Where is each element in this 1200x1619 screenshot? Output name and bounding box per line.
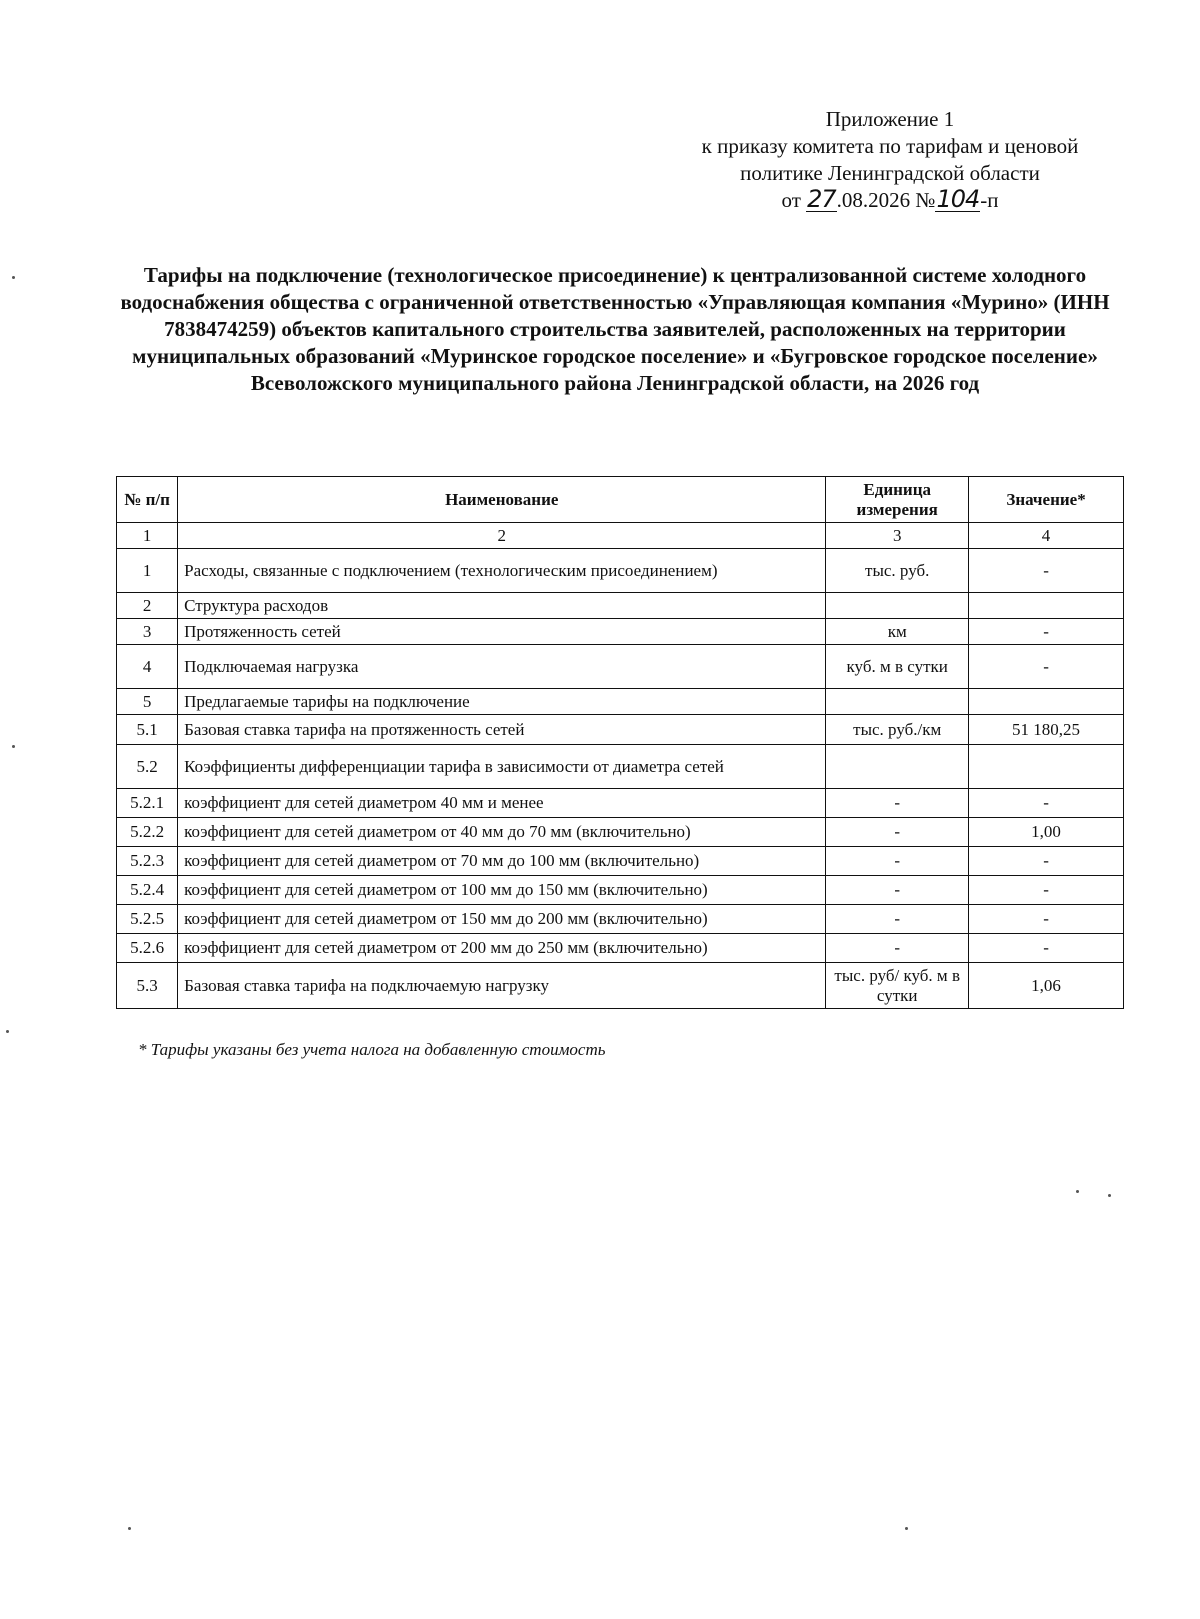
appendix-date-line (640, 187, 1140, 214)
row-num: 5.2.3 (117, 847, 178, 876)
row-name: коэффициент для сетей диаметром от 150 мм до 200 мм (включительно) (178, 905, 826, 934)
row-value: 1,00 (969, 818, 1124, 847)
scan-speck (12, 276, 15, 279)
row-unit: - (826, 905, 969, 934)
row-value: - (969, 934, 1124, 963)
document-title: Тарифы на подключение (технологическое присоединение) к централизованной системе холодного водоснабжения общества с ограниченной ответственностью «Управляющая компания «Мурино» (ИНН 7838474259) объектов капитального строительства заявителей, расположенных на территории муниципальных образований «Муринское городское поселение» и «Бугровское городское поселение» Всеволожского муниципального района Ленинградской области, на 2026 год (120, 263, 1110, 395)
row-num: 5.2.5 (117, 905, 178, 934)
row-name: коэффициент для сетей диаметром 40 мм и менее (178, 789, 826, 818)
row-unit: тыс. руб/ куб. м в сутки (826, 963, 969, 1009)
table-row (117, 645, 1124, 689)
row-num: 5.2.6 (117, 934, 178, 963)
header-num: № п/п (117, 477, 178, 523)
row-num: 5.2.4 (117, 876, 178, 905)
col-number: 1 (117, 523, 178, 549)
tariffs-table (116, 476, 1124, 1009)
row-name: Предлагаемые тарифы на подключение (178, 689, 826, 715)
handwritten-day: 27 (807, 185, 836, 213)
row-unit: тыс. руб. (826, 549, 969, 593)
table-row (117, 847, 1124, 876)
row-num: 5.2 (117, 745, 178, 789)
row-name: Протяженность сетей (178, 619, 826, 645)
row-unit (826, 689, 969, 715)
appendix-line-3: политике Ленинградской области (740, 161, 1040, 185)
number-suffix: -п (980, 188, 999, 212)
row-num: 1 (117, 549, 178, 593)
row-unit: тыс. руб./км (826, 715, 969, 745)
row-unit: - (826, 818, 969, 847)
table-row (117, 818, 1124, 847)
row-value: - (969, 876, 1124, 905)
row-value (969, 745, 1124, 789)
row-name: Базовая ставка тарифа на протяженность сетей (178, 715, 826, 745)
footnote: * Тарифы указаны без учета налога на добавленную стоимость (138, 1040, 606, 1059)
row-num: 5.2.2 (117, 818, 178, 847)
row-unit (826, 593, 969, 619)
scan-speck (12, 745, 15, 748)
row-value: - (969, 549, 1124, 593)
date-rest: .08.2026 № (836, 188, 936, 212)
scan-speck (128, 1527, 131, 1530)
scan-speck (905, 1527, 908, 1530)
scan-speck (1108, 1194, 1111, 1197)
row-name: Расходы, связанные с подключением (технологическим присоединением) (178, 549, 826, 593)
row-value (969, 593, 1124, 619)
table-row (117, 689, 1124, 715)
header-name: Наименование (178, 477, 826, 523)
row-num: 5.1 (117, 715, 178, 745)
row-num: 2 (117, 593, 178, 619)
row-name: коэффициент для сетей диаметром от 100 мм до 150 мм (включительно) (178, 876, 826, 905)
handwritten-number: 104 (936, 185, 980, 213)
table-row (117, 789, 1124, 818)
row-value: - (969, 847, 1124, 876)
row-value: 1,06 (969, 963, 1124, 1009)
row-value: - (969, 645, 1124, 689)
row-num: 4 (117, 645, 178, 689)
row-unit: куб. м в сутки (826, 645, 969, 689)
table-header-row (117, 477, 1124, 523)
table-row (117, 876, 1124, 905)
row-value: 51 180,25 (969, 715, 1124, 745)
table-row (117, 745, 1124, 789)
scan-speck (6, 1030, 9, 1033)
row-num: 5.3 (117, 963, 178, 1009)
row-unit (826, 745, 969, 789)
header-value: Значение* (969, 477, 1124, 523)
col-number: 3 (826, 523, 969, 549)
table-row (117, 715, 1124, 745)
col-number: 4 (969, 523, 1124, 549)
col-number: 2 (178, 523, 826, 549)
row-name: Базовая ставка тарифа на подключаемую нагрузку (178, 963, 826, 1009)
row-num: 5.2.1 (117, 789, 178, 818)
table-row (117, 934, 1124, 963)
appendix-header (640, 106, 1140, 214)
table-row (117, 905, 1124, 934)
row-unit: - (826, 934, 969, 963)
row-unit: - (826, 876, 969, 905)
row-name: Подключаемая нагрузка (178, 645, 826, 689)
table-row (117, 619, 1124, 645)
row-name: коэффициент для сетей диаметром от 70 мм до 100 мм (включительно) (178, 847, 826, 876)
row-unit: км (826, 619, 969, 645)
row-name: Структура расходов (178, 593, 826, 619)
table-row (117, 593, 1124, 619)
row-name: коэффициент для сетей диаметром от 200 мм до 250 мм (включительно) (178, 934, 826, 963)
table-row (117, 963, 1124, 1009)
row-num: 3 (117, 619, 178, 645)
row-name: коэффициент для сетей диаметром от 40 мм до 70 мм (включительно) (178, 818, 826, 847)
header-unit: Единица измерения (826, 477, 969, 523)
row-unit: - (826, 847, 969, 876)
date-prefix: от (781, 188, 807, 212)
row-value (969, 689, 1124, 715)
table-row (117, 549, 1124, 593)
column-number-row (117, 523, 1124, 549)
appendix-line-1: Приложение 1 (825, 107, 955, 131)
row-unit: - (826, 789, 969, 818)
row-value: - (969, 619, 1124, 645)
row-value: - (969, 905, 1124, 934)
appendix-line-2: к приказу комитета по тарифам и ценовой (701, 134, 1079, 158)
scan-speck (1076, 1190, 1079, 1193)
row-name: Коэффициенты дифференциации тарифа в зависимости от диаметра сетей (178, 745, 826, 789)
row-num: 5 (117, 689, 178, 715)
row-value: - (969, 789, 1124, 818)
